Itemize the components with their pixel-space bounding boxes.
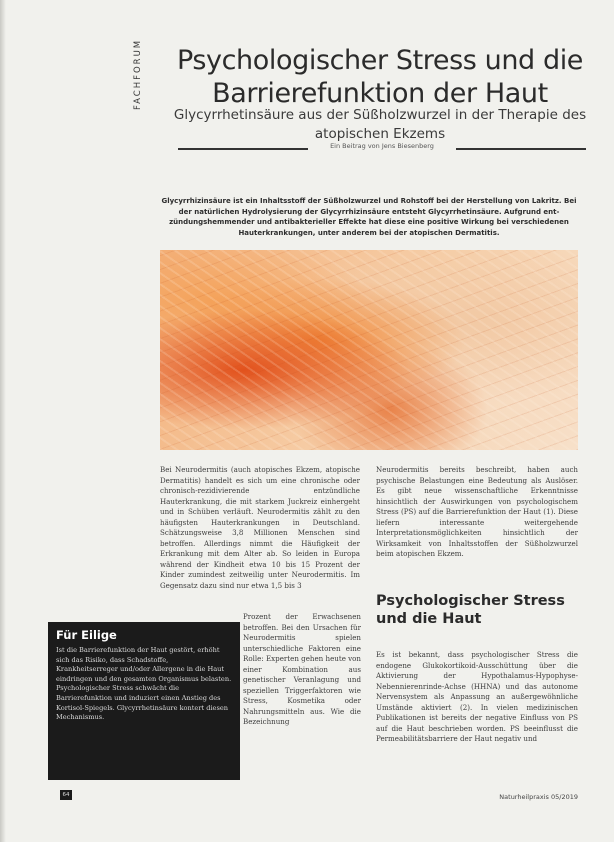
- body-column-1: Bei Neurodermitis (auch atopisches Ekzem, atopische Dermatitis) handelt es sich um eine chronische oder chronisch-rezidivierende entzündliche Hauterkrankung, die mit starkem Juckreiz einhergeht und in Schüben verläuft. Neurodermitis zählt zu den häufigsten Hauterkrankungen in Deutschland. Schätzungsweise 3,8 Millionen Menschen sind betroffen. Allerdings nimmt die Häufigkeit der Erkrankung mit dem Alter ab. So leiden in Europa während der Kindheit etwa 10 bis 15 Prozent der Kinder zumindest zeitweilig unter Neurodermitis. Im Gegensatz dazu sind nur etwa 1,5 bis 3: [160, 465, 360, 591]
- journal-footer: Naturheilpraxis 05/2019: [499, 793, 578, 801]
- summary-heading: Für Eilige: [56, 628, 117, 642]
- byline: Ein Beitrag von Jens Biesenberg: [330, 142, 434, 150]
- body-column-1-continued: Prozent der Erwachsenen betroffen. Bei den Ursachen für Neurodermitis spielen unterschiedliche Faktoren eine Rolle: Experten gehen heute von einer Kombination aus genetischer Veranlagung und speziellen Triggerfaktoren wie Stress, Kosmetika oder Nahrungsmitteln aus. Wie die Bezeichnung: [243, 612, 361, 727]
- section-rubric: FACHFORUM: [133, 38, 143, 110]
- page-shadow: [0, 0, 6, 842]
- section-heading: Psychologischer Stress und die Haut: [376, 593, 565, 627]
- page-number: 64: [60, 790, 72, 800]
- hero-image-skin-rash: [160, 250, 578, 450]
- article-title: Psychologischer Stress und die Barrierefunktion der Haut: [176, 45, 584, 110]
- summary-box: [48, 622, 240, 780]
- byline-row: [178, 142, 586, 154]
- byline-rule-right: [456, 148, 586, 150]
- byline-rule-left: [178, 148, 308, 150]
- body-column-2-continued: Es ist bekannt, dass psychologischer Stress die endogene Glukokortikoid-Ausschüttung über die Aktivierung der Hypothalamus-Hypophyse-Nebennierenrinde-Achse (HHNA) und das autonome Nervensystem als Anpassung an außergewöhnliche Umstände aktiviert (2). In vielen medizinischen Publikationen ist bereits der negative Einfluss von PS auf die Haut beschrieben worden. PS beeinflusst die Permeabilitätsbarriere der Haut negativ und: [376, 650, 578, 744]
- body-column-2: Neurodermitis bereits beschreibt, haben auch psychische Belastungen eine Bedeutung als Auslöser. Es gibt neue wissenschaftliche Erkenntnisse hinsichtlich der Auswirkungen von psychologischem Stress (PS) auf die Barrierefunktion der Haut (1). Diese liefern interessante weitergehende Interpretationsmöglichkeiten hinsichtlich der Wirksamkeit von Inhaltsstoffen der Süßholzwurzel beim atopischen Ekzem.: [376, 465, 578, 559]
- summary-text: Ist die Barrierefunktion der Haut gestört, erhöht sich das Risiko, dass Schadstoffe, Krankheitserreger und/oder Allergene in die Haut eindringen und den gesamten Organismus belasten. Psychologischer Stress schwächt die Barrierefunktion und induziert einen Anstieg des Kortisol-Spiegels. Glycyrrhetinsäure kontert diesen Mechanismus.: [56, 646, 232, 722]
- lead-paragraph: Glycyrrhizinsäure ist ein Inhaltsstoff der Süßholzwurzel und Rohstoff bei der Herstellung von Lakritz. Bei der natürlichen Hydrolysierung der Glycyrrhizinsäure entsteht Glycyrrhetinsäure. Aufgrund ent-zündungshemmender und antibakterieller Effekte hat diese eine positive Wirkung bei verschiedenen Hauterkrankungen, unter anderem bei der atopischen Dermatitis.: [161, 197, 577, 237]
- article-subtitle: Glycyrrhetinsäure aus der Süßholzwurzel in der Therapie des atopischen Ekzems: [173, 107, 587, 142]
